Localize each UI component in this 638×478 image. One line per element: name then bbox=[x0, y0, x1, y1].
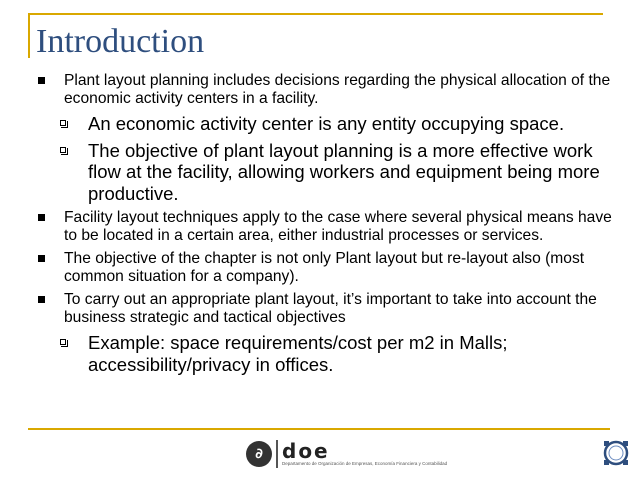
sub-bullet-item bbox=[36, 140, 620, 205]
department-logo bbox=[246, 438, 447, 470]
square-bullet-icon bbox=[38, 296, 45, 303]
square-bullet-icon bbox=[38, 214, 45, 221]
hollow-square-bullet-icon bbox=[60, 120, 66, 126]
bullet-text: Plant layout planning includes decisions regarding the physical allocation of the economic activity centers in a facility. bbox=[64, 72, 611, 107]
logo-text bbox=[282, 441, 447, 467]
slide-body bbox=[36, 72, 620, 380]
sub-bullet-item bbox=[36, 113, 620, 135]
sub-bullet-text: An economic activity center is any entity occupying space. bbox=[88, 113, 565, 134]
left-rule bbox=[28, 13, 30, 58]
bullet-item bbox=[36, 250, 620, 286]
hollow-square-bullet-icon bbox=[60, 339, 66, 345]
bullet-text: Facility layout techniques apply to the case where several physical means have to be located in a certain area, either industrial processes or services. bbox=[64, 209, 612, 244]
sub-bullet-text: The objective of plant layout planning is a more effective work flow at the facility, allowing workers and equipment being more productive. bbox=[88, 139, 600, 204]
bullet-item bbox=[36, 72, 620, 108]
bullet-item bbox=[36, 209, 620, 245]
bullet-text: The objective of the chapter is not only Plant layout but re-layout also (most common situation for a company). bbox=[64, 250, 585, 285]
square-bullet-icon bbox=[38, 77, 45, 84]
logo-divider bbox=[276, 440, 278, 468]
sub-bullet-text: Example: space requirements/cost per m2 in Malls; accessibility/privacy in offices. bbox=[88, 332, 508, 375]
hollow-square-bullet-icon bbox=[60, 147, 66, 153]
top-rule bbox=[28, 13, 603, 15]
sub-bullet-item bbox=[36, 332, 620, 375]
bullet-item bbox=[36, 291, 620, 327]
square-bullet-icon bbox=[38, 255, 45, 262]
logo-emblem-icon: ∂ bbox=[246, 441, 272, 467]
bullet-text: To carry out an appropriate plant layout, it’s important to take into account the business strategic and tactical objectives bbox=[64, 291, 597, 326]
bottom-rule bbox=[28, 428, 610, 430]
slide-title: Introduction bbox=[36, 23, 205, 60]
logo-wordmark: doe bbox=[282, 439, 330, 463]
ring-ornament-icon bbox=[601, 438, 631, 468]
logo-subtitle: Departamento de Organización de Empresas, Economía Financiera y Contabilidad bbox=[282, 461, 448, 466]
